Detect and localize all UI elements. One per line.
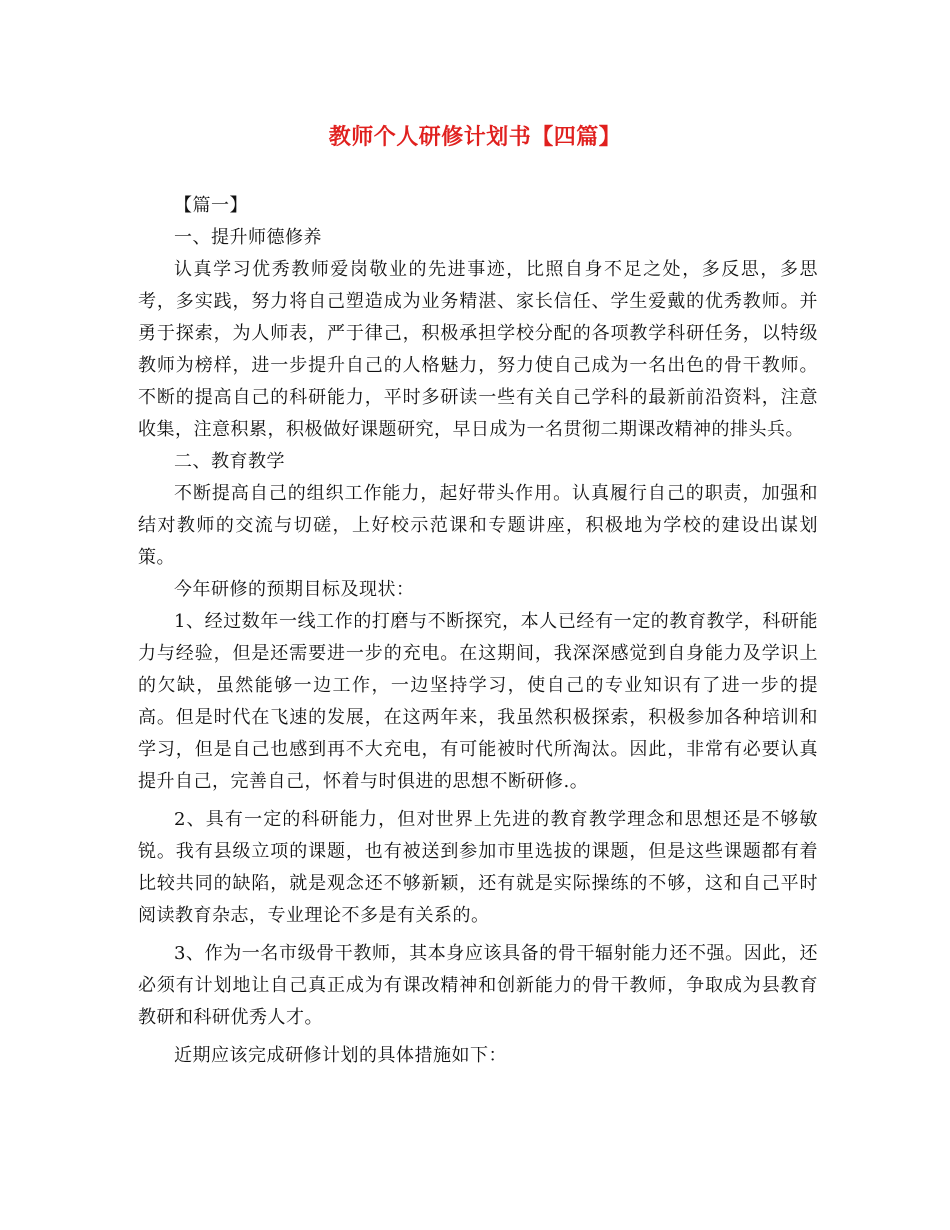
body-paragraph: 今年研修的预期目标及现状：: [174, 579, 415, 600]
body-paragraph: 3、作为一名市级骨干教师，其本身应该具备的骨干辐射能力还不强。因此，还必须有计划地让自己真正成为有课改精神和创新能力的骨干教师，争取成为县教育教研和科研优秀人才。: [138, 943, 818, 1028]
body-paragraph: 近期应该完成研修计划的具体措施如下：: [174, 1045, 507, 1066]
document-body: [138, 190, 818, 1072]
section-heading: 【篇一】: [174, 195, 248, 216]
body-paragraph: 认真学习优秀教师爱岗敬业的先进事迹，比照自身不足之处，多反思，多思考，多实践，努力将自己塑造成为业务精湛、家长信任、学生爱戴的优秀教师。并勇于探索，为人师表，严于律己，积极承担学校分配的各项教学科研任务，以特级教师为榜样，进一步提升自己的人格魅力，努力使自己成为一名出色的骨干教师。不断的提高自己的科研能力，平时多研读一些有关自己学科的最新前沿资料，注意收集，注意积累，积极做好课题研究，早日成为一名贯彻二期课改精神的排头兵。: [138, 259, 818, 440]
subsection-heading: 一、提升师德修养: [174, 227, 322, 248]
subsection-heading: 二、教育教学: [174, 451, 285, 472]
document-title: 教师个人研修计划书【四篇】: [328, 124, 622, 150]
body-paragraph: 1、经过数年一线工作的打磨与不断探究，本人已经有一定的教育教学，科研能力与经验，但是还需要进一步的充电。在这期间，我深深感觉到自身能力及学识上的欠缺，虽然能够一边工作，一边坚持学习，使自己的专业知识有了进一步的提高。但是时代在飞速的发展，在这两年来，我虽然积极探索，积极参加各种培训和学习，但是自己也感到再不大充电，有可能被时代所淘汰。因此，非常有必要认真提升自己，完善自己，怀着与时俱进的思想不断研修.。: [138, 611, 818, 792]
body-paragraph: 2、具有一定的科研能力，但对世界上先进的教育教学理念和思想还是不够敏锐。我有县级立项的课题，也有被送到参加市里选拔的课题，但是这些课题都有着比较共同的缺陷，就是观念还不够新颖，还有就是实际操练的不够，这和自己平时阅读教育杂志，专业理论不多是有关系的。: [138, 809, 818, 926]
body-paragraph: 不断提高自己的组织工作能力，起好带头作用。认真履行自己的职责，加强和结对教师的交流与切磋，上好校示范课和专题讲座，积极地为学校的建设出谋划策。: [138, 483, 818, 568]
